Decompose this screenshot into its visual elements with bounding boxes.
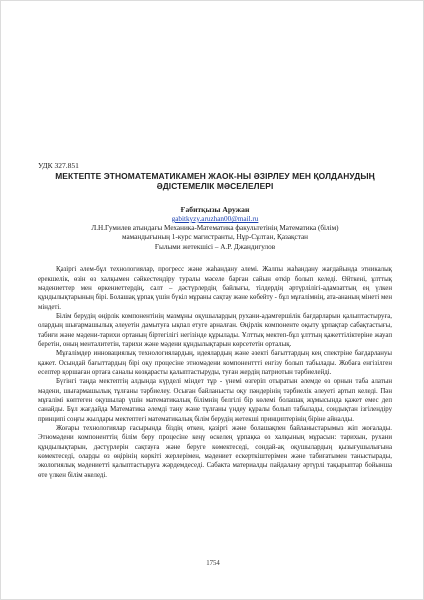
supervisor-line: Ғылыми жетекшісі – А.Р. Джандигулов [154,242,276,251]
paper-title-line-2: ӘДІСТЕМЕЛІК МӘСЕЛЕЛЕРІ [156,181,274,191]
page-number: 1754 [206,560,220,567]
author-email-link[interactable]: gabitkyzy.aruzhan00@mail.ru [171,215,259,223]
affiliation-line-2: мамандығының 1-курс магистранты, Нұр-Сұлтан, Қазақстан [121,233,309,242]
paper-content [38,161,392,480]
udk-code: УДК 327.851 [38,161,79,170]
paragraph-1: Қазіргі әлем-бұл технологиялар, прогресс және жаһандану әлемі. Жалпы жаһандану жағдайында этникалық ерекшелік, өзін өз халқымен сәйкестендіру туралы мәселе барған сайын өткір болып келеді. Өйткені, ұлттық мәдениеттер мен өркениеттердің, салт – дәстүрлердің байлығы, тілдердің әртүрлілігі-адамзаттың ең үлкен құндылықтарының бірі. Болашақ ұрпақ үшін бүкіл мұраны сақтау және көбейту - бұл мұғалімнің, ата-ананың мінеті мен міндеті. [38,266,392,311]
author-name: Ғабитқызы Аружан [180,205,250,214]
paragraph-4: Бүгінгі таңда мектептің алдында күрделі міндет тұр - үнемі өзгеріп отыратын әлемде өз орнын таба алатын мәдени, шығармашылық тұлғаны тәрбиелеу. Осыған байланысты оқу пәндерінің тәрбиелік әлеуеті артып келеді. Пән мұғалімі көптеген оқушылар үшін математикалық білімнің белгілі бір көлемі болашақ жұмысында қажет емес деп санайды. Бұл жағдайда Математика әлемді тану және тұлғаны үндеу құралы болып табылады, сондықтан ізгілендіру принципі соңғы жылдары мектептегі математикалық білім берудің жетекші принциптерінің біріне айналды. [38,378,392,423]
affiliation-line-1: Л.Н.Гумилев атындағы Механика-Математика факультетінің Математика (білім) [91,224,339,232]
body-text [38,265,392,480]
paragraph-3: Мұғалімдер инновациялық технологиялардың, идеялардың және әзекті бағыттардың кең спектріне бағдарлануы қажет. Осындай бағыттардың бірі оқу процесіне этномәдени компоненттті енгізу болып табылады. Жобаға енгізілген есептер қоршаған ортаға саналы көзқарасты қалыптастыруды, туған жердің патриотын тәрбиелейді. [38,350,392,376]
paragraph-5: Жоғары технологиялар ғасырында біздің өткен, қазіргі және болашақпен байланыстарымыз жіп жоғалады. Этномәдени компоненттің білім беру процесіне кеңү өскелең ұрпақка өз халқының мұрасын: тарихын, рухани құндылықтарын, дәстүрлерін сақтауға және беруге көмектеседі, сондай-ақ оқушылардың қызығушылығына көмектеседі, оларды өз өңірінің көркіті жерлерімен, мәдениет ескерткіштерімен және табиғатымен таныстырады, экологиялық мәдениетті қалыптастыруға жәрдемдеседі. Сабакта материалды пайдалану әртүрлі тақырыптар бойынша өте үлкен білім әкеледі. [38,425,392,479]
paragraph-2: Білім берудің өңірлік компонентінің мазмұны оқушылардың рухани-адамгершілік бағдарларын қалыптастыруға, олардың шығармашылық әлеуетін дамытуға ықпал етуге арналған. Өңірлік компоненте оқыту ұрпақтар сабақтастығы, табиғи және мәдени-тарихи ортаның біртегілігі негізінде құрылады. Ұлттық мектеп-бұл ұлттың қажеттіліктеріне жауап беретін, оның менталитетін, тарихи және мәдени құндылықтарын көрсететін орталық. [38,312,392,348]
paper-title-line-1: МЕКТЕПТЕ ЭТНОМАТЕМАТИКАМЕН ЖАОК-НЫ ӘЗІРЛЕУ МЕН ҚОЛДАНУДЫҢ [55,171,375,181]
